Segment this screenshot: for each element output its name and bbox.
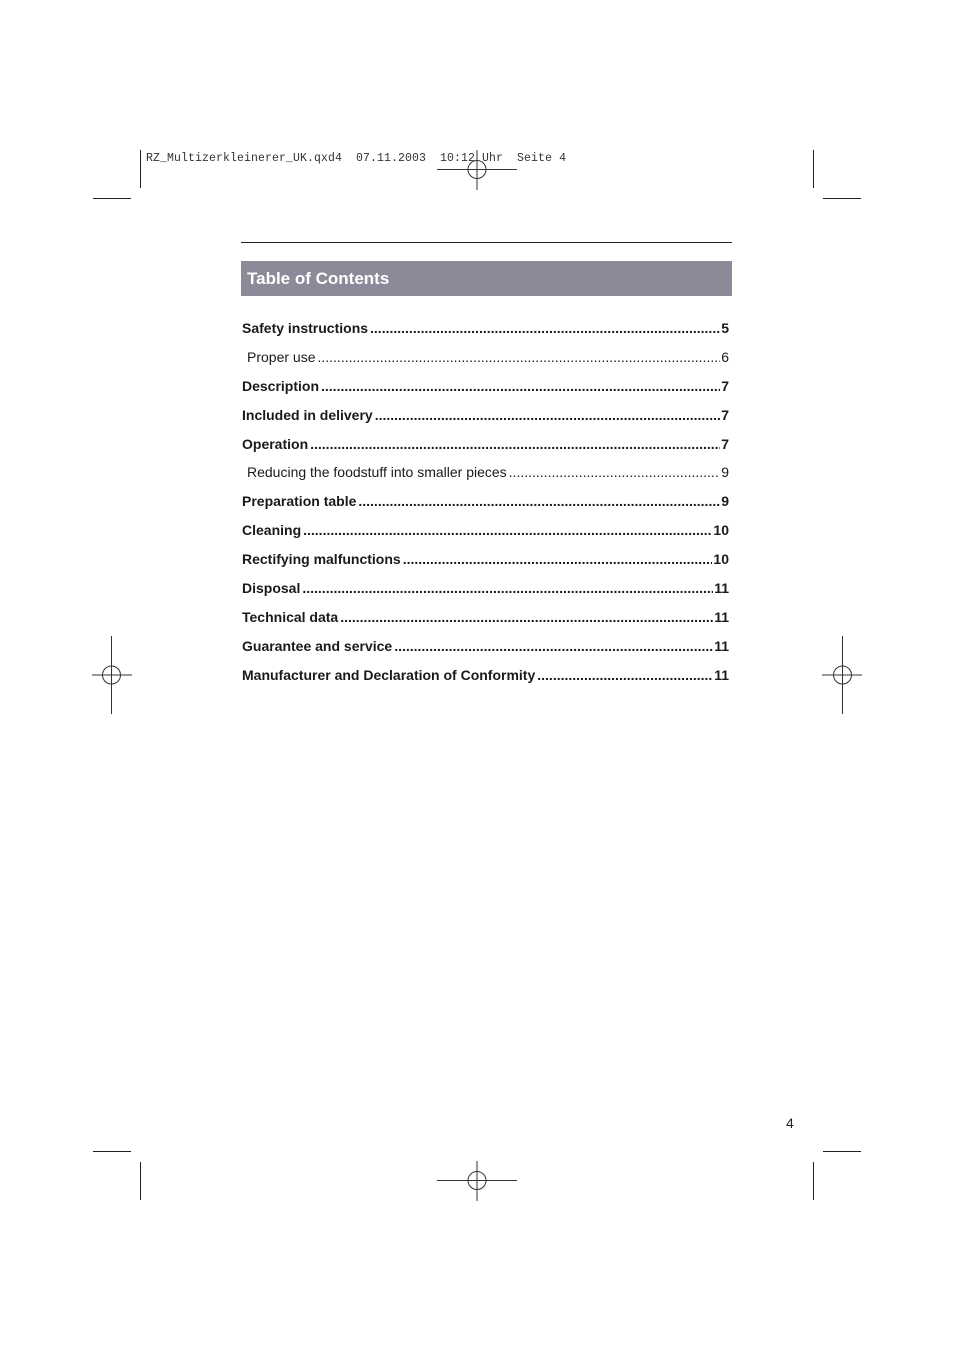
toc-entry[interactable]: [242, 320, 729, 349]
toc-leader-dots: [358, 493, 720, 509]
toc-entry-page: 9: [721, 493, 729, 510]
header-rule: [241, 242, 732, 243]
toc-leader-dots: [310, 436, 720, 452]
toc-entry-title: Operation: [242, 435, 309, 452]
registration-mark-icon: [437, 1161, 517, 1201]
toc-entry[interactable]: [242, 436, 729, 465]
toc-entry-page: 11: [714, 580, 729, 597]
toc-entry-title: Cleaning: [242, 522, 302, 539]
print-slug: RZ_Multizerkleinerer_UK.qxd4 07.11.2003 10:12 Uhr Seite 4: [146, 152, 567, 165]
toc-entry[interactable]: [242, 580, 729, 609]
toc-leader-dots: [370, 320, 720, 336]
toc-entry-page: 10: [713, 522, 729, 539]
toc-leader-dots: [303, 522, 712, 538]
toc-entry-title: Included in delivery: [242, 406, 373, 423]
toc-entry[interactable]: [242, 493, 729, 522]
toc-entry-title: Rectifying malfunctions: [242, 551, 401, 568]
toc-entry-page: 11: [714, 637, 729, 654]
toc-entry-title: Safety instructions: [242, 320, 369, 336]
toc-entry[interactable]: [242, 349, 729, 378]
crop-mark: [93, 1151, 131, 1152]
toc-leader-dots: [375, 407, 721, 423]
crop-mark: [823, 1151, 861, 1152]
toc-leader-dots: [317, 349, 720, 365]
toc-entry-page: 7: [721, 377, 729, 394]
toc-entry-page: 9: [721, 464, 729, 481]
toc-entry-page: 7: [721, 406, 729, 423]
registration-mark-icon: [92, 636, 132, 714]
toc-entry[interactable]: [242, 609, 729, 638]
toc-entry-page: 7: [721, 435, 729, 452]
toc-entry[interactable]: [242, 522, 729, 551]
crop-mark: [140, 150, 141, 188]
registration-mark-icon: [437, 150, 517, 190]
toc-leader-dots: [321, 378, 720, 394]
crop-mark: [813, 150, 814, 188]
crop-mark: [93, 198, 131, 199]
toc-leader-dots: [340, 609, 713, 625]
crop-mark: [140, 1162, 141, 1200]
toc-leader-dots: [509, 464, 721, 480]
toc-leader-dots: [302, 580, 713, 596]
toc-entry-title: Guarantee and service: [242, 637, 393, 654]
toc-entry-title: Disposal: [242, 580, 301, 597]
crop-mark: [813, 1162, 814, 1200]
toc-entry-page: 6: [721, 348, 729, 365]
toc-entry[interactable]: [242, 378, 729, 407]
toc-entry-title: Description: [242, 377, 320, 394]
toc-entry[interactable]: [242, 551, 729, 580]
toc-entry-page: 10: [713, 551, 729, 568]
toc-list: [242, 320, 729, 696]
toc-entry-page: 11: [714, 666, 729, 683]
toc-entry-title: Proper use: [247, 348, 316, 365]
toc-entry[interactable]: [242, 638, 729, 667]
toc-entry-page: 5: [721, 320, 729, 336]
toc-title: Table of Contents: [241, 261, 732, 296]
toc-entry-title: Reducing the foodstuff into smaller pieces: [247, 464, 507, 481]
toc-leader-dots: [537, 667, 713, 683]
toc-entry-page: 11: [714, 608, 729, 625]
page-number: 4: [786, 1115, 794, 1131]
toc-entry-title: Manufacturer and Declaration of Conformity: [242, 666, 536, 683]
toc-entry-title: Technical data: [242, 608, 339, 625]
toc-entry[interactable]: [242, 667, 729, 696]
toc-entry[interactable]: [242, 407, 729, 436]
toc-entry-title: Preparation table: [242, 493, 357, 510]
toc-leader-dots: [394, 638, 713, 654]
toc-leader-dots: [403, 551, 713, 567]
registration-mark-icon: [822, 636, 862, 714]
toc-entry[interactable]: [242, 464, 729, 493]
crop-mark: [823, 198, 861, 199]
